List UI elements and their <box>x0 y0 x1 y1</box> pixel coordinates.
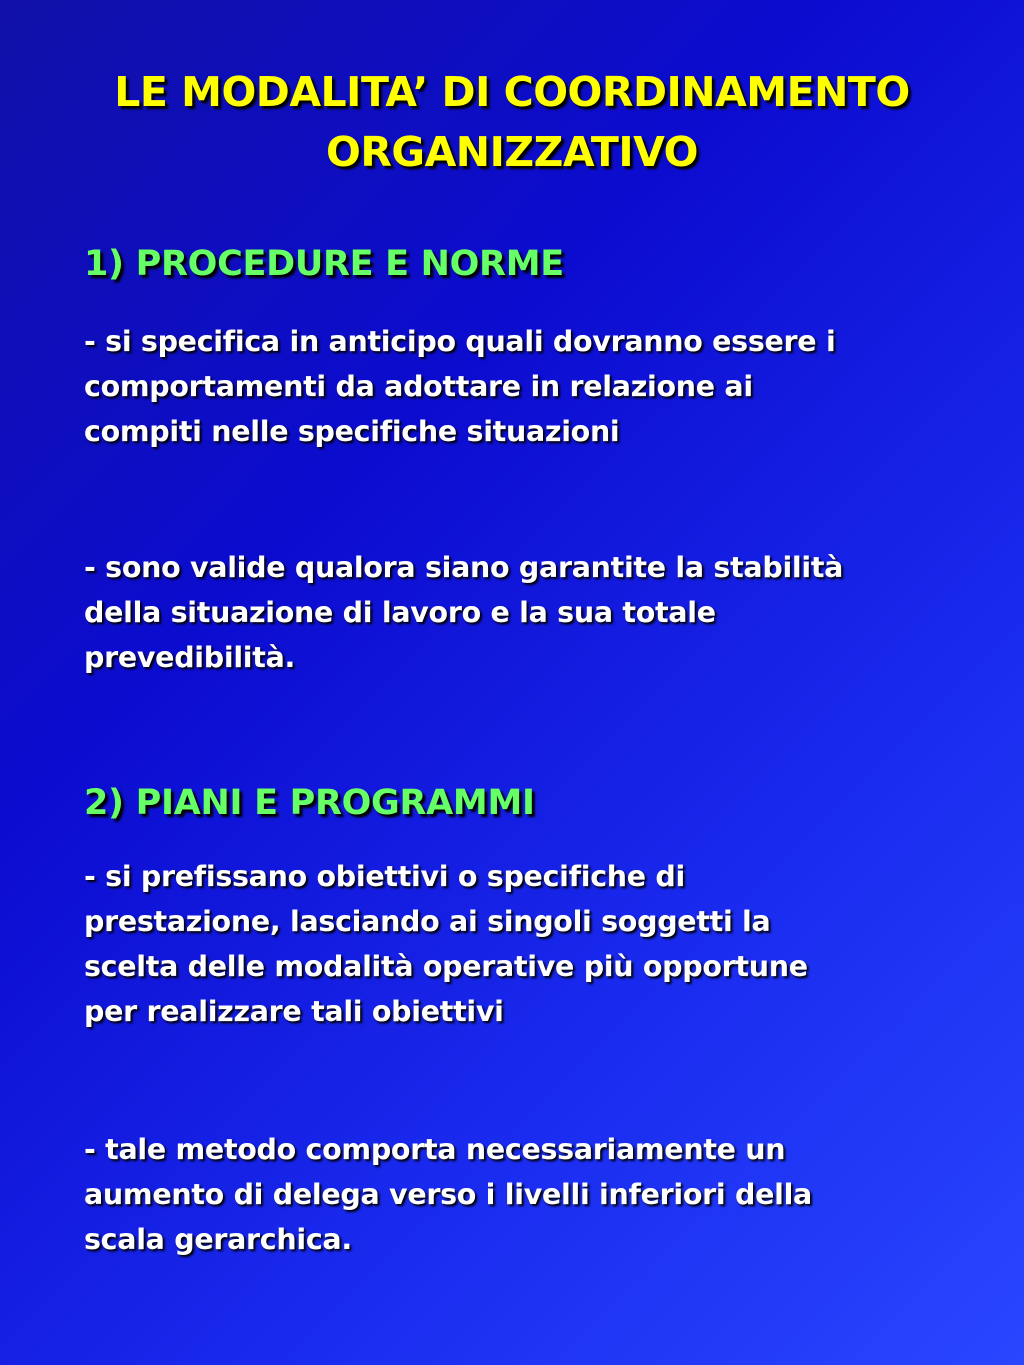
text-line: - sono valide qualora siano garantite la stabilità <box>84 551 844 584</box>
slide-title <box>0 62 1024 182</box>
slide-title-line: ORGANIZZATIVO <box>326 128 698 176</box>
text-line: comportamenti da adottare in relazione ai <box>84 370 753 403</box>
text-line: prevedibilità. <box>84 641 296 674</box>
text-line: aumento di delega verso i livelli inferiori della <box>84 1178 812 1211</box>
section-2-paragraph-1 <box>84 854 1004 1034</box>
text-line: per realizzare tali obiettivi <box>84 995 504 1028</box>
text-line: della situazione di lavoro e la sua totale <box>84 596 716 629</box>
text-line: - si prefissano obiettivi o specifiche di <box>84 860 686 893</box>
section-1-paragraph-2 <box>84 545 1004 680</box>
text-line: prestazione, lasciando ai singoli soggetti la <box>84 905 771 938</box>
text-line: - tale metodo comporta necessariamente un <box>84 1133 786 1166</box>
text-line: compiti nelle specifiche situazioni <box>84 415 620 448</box>
section-1-paragraph-1 <box>84 319 1004 454</box>
text-line: - si specifica in anticipo quali dovranno essere i <box>84 325 836 358</box>
text-line: scelta delle modalità operative più opportune <box>84 950 808 983</box>
section-2-paragraph-2 <box>84 1127 1004 1262</box>
slide-title-line: LE MODALITA’ DI COORDINAMENTO <box>114 68 910 116</box>
section-heading-procedure-e-norme: 1) PROCEDURE E NORME <box>84 244 564 284</box>
text-line: scala gerarchica. <box>84 1223 352 1256</box>
section-heading-piani-e-programmi: 2) PIANI E PROGRAMMI <box>84 783 535 823</box>
